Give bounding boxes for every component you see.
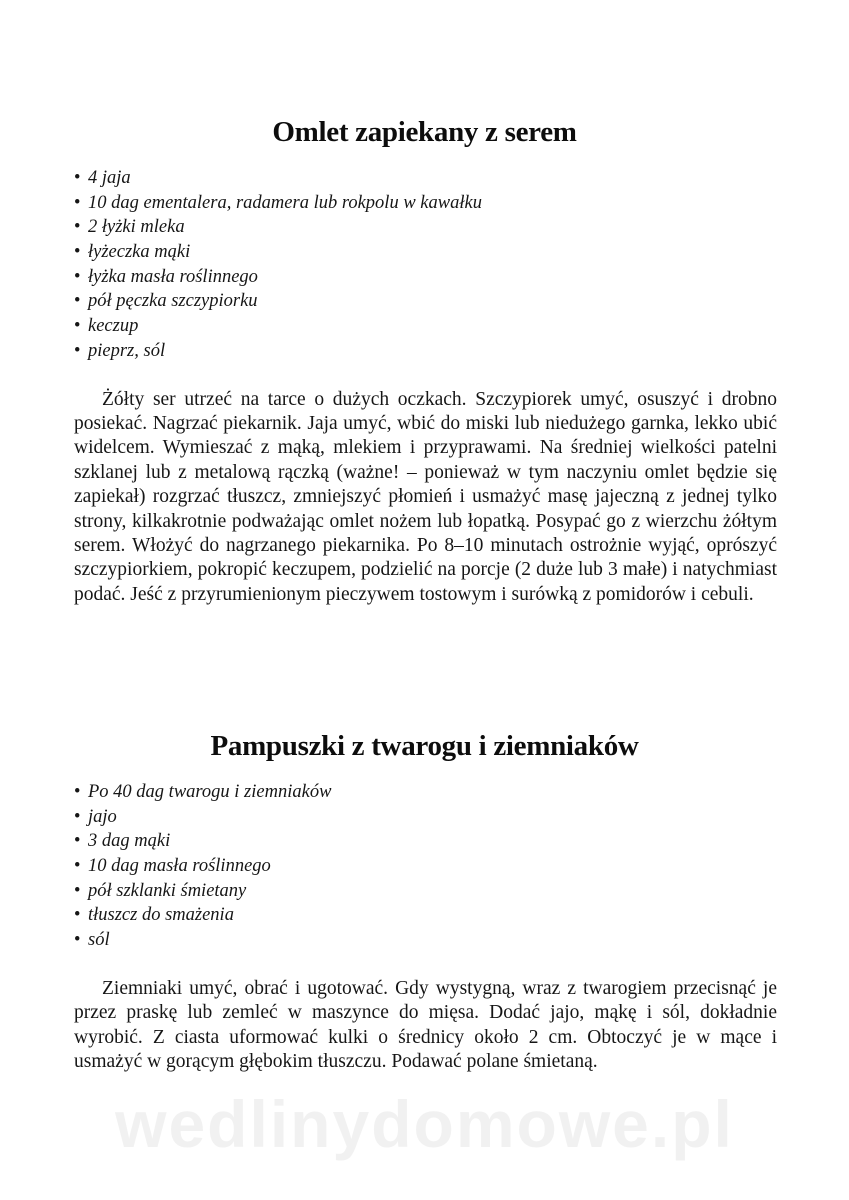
ingredient-text: łyżeczka mąki <box>88 242 191 263</box>
ingredient-text: pół pęczka szczypiorku <box>88 291 258 312</box>
ingredient-text: łyżka masła roślinnego <box>88 266 258 287</box>
ingredient-text: 10 dag masła roślinnego <box>88 856 271 877</box>
recipe-title: Omlet zapiekany z serem <box>272 116 577 148</box>
bullet-icon: • <box>74 905 81 926</box>
recipe-title: Pampuszki z twarogu i ziemniaków <box>210 730 639 762</box>
ingredient-text: 10 dag ementalera, radamera lub rokpolu w kawałku <box>88 192 482 213</box>
ingredient-item <box>74 240 849 265</box>
ingredient-item <box>74 166 849 191</box>
bullet-icon: • <box>74 217 81 238</box>
ingredient-item <box>74 854 849 879</box>
bullet-icon: • <box>74 242 81 263</box>
bullet-icon: • <box>74 340 81 361</box>
ingredient-item <box>74 928 849 953</box>
bullet-icon: • <box>74 291 81 312</box>
ingredient-item <box>74 879 849 904</box>
ingredient-text: Po 40 dag twarogu i ziemniaków <box>88 782 332 802</box>
ingredient-item <box>74 191 849 216</box>
bullet-icon: • <box>74 316 81 337</box>
bullet-icon: • <box>74 831 81 852</box>
ingredient-item <box>74 780 849 805</box>
ingredient-item <box>74 314 849 339</box>
bullet-icon: • <box>74 806 81 827</box>
ingredient-text: tłuszcz do smażenia <box>88 905 234 926</box>
ingredient-text: 3 dag mąki <box>88 831 171 852</box>
watermark: wedlinydomowe.pl <box>115 1087 734 1161</box>
ingredient-text: sól <box>88 930 110 951</box>
ingredient-text: pół szklanki śmietany <box>88 880 247 901</box>
method-text: Żółty ser utrzeć na tarce o dużych oczkach. Szczypiorek umyć, osuszyć i drobno posiekać. Nagrzać piekarnik. Jaja umyć, wbić do miski lub niedużego garnka, lekko ubić widelcem. Wymieszać z mąką, mlekiem i przyprawami. Na średniej wielkości patelni szklanej lub z metalową rączką (ważne! – ponieważ w tym naczyniu omlet będzie się zapiekał) rozgrzać tłuszcz, zmniejszyć płomień i usmażyć masę jajeczną z jednej tylko strony, kilkakrotnie podważając omlet nożem lub łopatką. Posypać go z wierzchu żółtym serem. Włożyć do nagrzanego piekarnika. Po 8–10 minutach ostrożnie wyjąć, oprószyć szczypiorkiem, pokropić keczupem, podzielić na porcje (2 duże lub 3 małe) i natychmiast podać. Jeść z przyrumienionym pieczywem tostowym i surówką z pomidorów i cebuli. <box>74 388 777 605</box>
ingredient-item <box>74 805 849 830</box>
recipe-pampuszki <box>0 726 849 1074</box>
recipe-method <box>0 388 777 608</box>
ingredient-text: 4 jaja <box>88 168 131 188</box>
method-text: Ziemniaki umyć, obrać i ugotować. Gdy wystygną, wraz z twarogiem przecisnąć je przez praskę lub zemleć w maszynce do mięsa. Dodać jajo, mąkę i sól, dokładnie wyrobić. Z ciasta uformować kulki o średnicy około 2 cm. Obtoczyć je w mące i usmażyć w gorącym głębokim tłuszczu. Podawać polane śmietaną. <box>74 977 777 1073</box>
ingredient-item <box>74 829 849 854</box>
recipe-omlet <box>0 112 849 607</box>
recipe-method <box>0 977 777 1075</box>
ingredient-item <box>74 339 849 364</box>
ingredient-item <box>74 903 849 928</box>
bullet-icon: • <box>74 856 81 877</box>
bullet-icon: • <box>74 192 81 213</box>
bullet-icon: • <box>74 266 81 287</box>
ingredient-item <box>74 215 849 240</box>
ingredient-text: jajo <box>88 806 117 827</box>
ingredient-text: keczup <box>88 316 139 337</box>
ingredient-item <box>74 265 849 290</box>
bullet-icon: • <box>74 782 81 802</box>
ingredient-item <box>74 289 849 314</box>
ingredient-text: 2 łyżki mleka <box>88 217 185 238</box>
bullet-icon: • <box>74 880 81 901</box>
bullet-icon: • <box>74 930 81 951</box>
ingredient-text: pieprz, sól <box>88 340 166 361</box>
ingredient-list <box>0 166 849 364</box>
ingredient-list <box>0 780 849 953</box>
bullet-icon: • <box>74 168 81 188</box>
